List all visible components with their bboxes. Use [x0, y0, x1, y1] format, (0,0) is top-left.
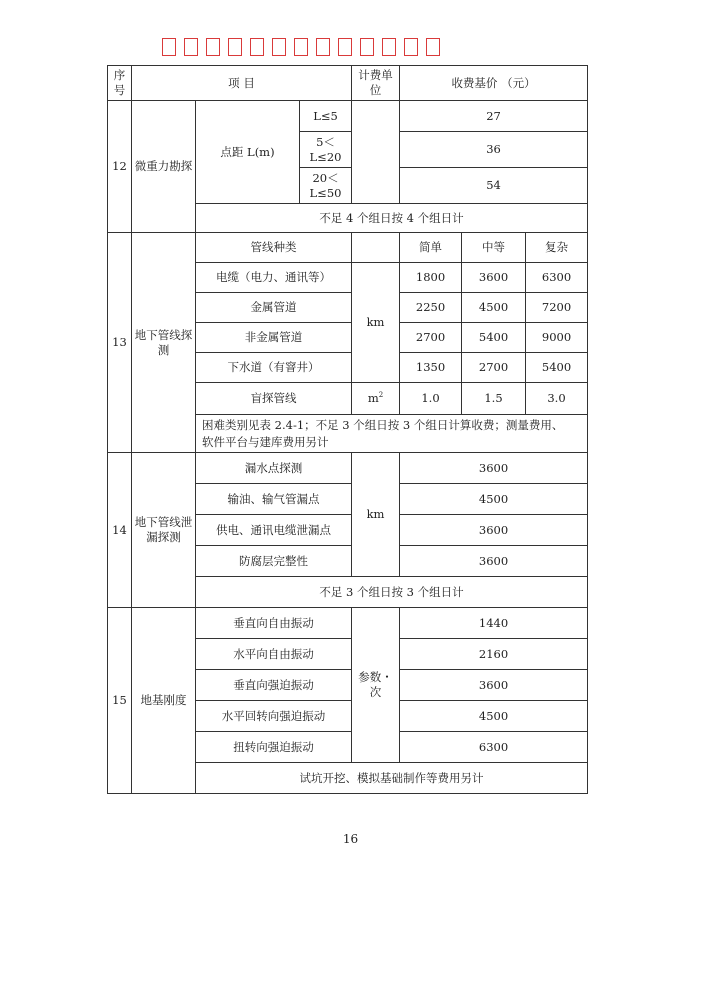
page-number: 16	[342, 832, 359, 846]
table-row	[108, 453, 588, 484]
pipe-kind: 盲探管线	[196, 383, 352, 415]
column-simple: 简单	[400, 233, 462, 263]
fee-table	[107, 65, 588, 794]
red-box	[162, 38, 176, 56]
red-box	[316, 38, 330, 56]
vibration-kind: 水平向自由振动	[196, 639, 352, 670]
unit-superscript: 2	[378, 391, 384, 400]
price-cell: 4500	[400, 484, 588, 515]
unit-cell: 参数・次	[352, 608, 400, 763]
vibration-kind: 垂直向强迫振动	[196, 670, 352, 701]
vibration-kind: 垂直向自由振动	[196, 608, 352, 639]
unit-cell: km	[352, 453, 400, 577]
red-box	[206, 38, 220, 56]
leak-kind: 供电、通讯电缆泄漏点	[196, 515, 352, 546]
table-row	[108, 608, 588, 639]
leak-kind: 输油、输气管漏点	[196, 484, 352, 515]
column-complex: 复杂	[526, 233, 588, 263]
price-medium: 3600	[462, 263, 526, 293]
red-box	[338, 38, 352, 56]
table-header-row	[108, 66, 588, 101]
red-box	[404, 38, 418, 56]
price-cell: 27	[400, 101, 588, 132]
row-number: 14	[108, 453, 132, 608]
pipe-kind: 下水道（有窨井）	[196, 353, 352, 383]
unit-cell	[352, 233, 400, 263]
note-cell	[196, 415, 588, 453]
price-simple: 1350	[400, 353, 462, 383]
unit-base: m	[367, 391, 379, 406]
table-row	[108, 101, 588, 132]
note-line: 软件平台与建库费用另计	[202, 434, 329, 449]
price-medium: 4500	[462, 293, 526, 323]
price-cell: 3600	[400, 453, 588, 484]
price-simple: 1800	[400, 263, 462, 293]
red-box	[184, 38, 198, 56]
price-complex: 3.0	[526, 383, 588, 415]
red-header-boxes	[162, 38, 440, 56]
red-box	[360, 38, 374, 56]
row-number: 12	[108, 101, 132, 233]
item-name: 地基刚度	[132, 608, 196, 794]
price-medium: 1.5	[462, 383, 526, 415]
unit-cell	[352, 383, 400, 415]
red-box	[250, 38, 264, 56]
column-kind: 管线种类	[196, 233, 352, 263]
price-complex: 9000	[526, 323, 588, 353]
item-name: 微重力勘探	[132, 101, 196, 233]
price-simple: 2700	[400, 323, 462, 353]
unit-cell: km	[352, 263, 400, 383]
vibration-kind: 扭转向强迫振动	[196, 732, 352, 763]
header-seq: 序号	[108, 66, 132, 101]
header-price: 收费基价 （元）	[400, 66, 588, 101]
price-simple: 2250	[400, 293, 462, 323]
price-cell: 3600	[400, 546, 588, 577]
leak-kind: 防腐层完整性	[196, 546, 352, 577]
vibration-kind: 水平回转向强迫振动	[196, 701, 352, 732]
red-box	[228, 38, 242, 56]
column-medium: 中等	[462, 233, 526, 263]
price-cell: 2160	[400, 639, 588, 670]
price-cell: 54	[400, 168, 588, 204]
red-box	[272, 38, 286, 56]
price-complex: 5400	[526, 353, 588, 383]
item-name: 地下管线泄漏探测	[132, 453, 196, 608]
row-number: 15	[108, 608, 132, 794]
price-cell: 1440	[400, 608, 588, 639]
leak-kind: 漏水点探测	[196, 453, 352, 484]
price-complex: 7200	[526, 293, 588, 323]
price-medium: 2700	[462, 353, 526, 383]
item-name: 地下管线探测	[132, 233, 196, 453]
note-cell: 不足 4 个组日按 4 个组日计	[196, 204, 588, 233]
range-cell: 20＜L≤50	[300, 168, 352, 204]
header-unit: 计费单位	[352, 66, 400, 101]
range-cell: L≤5	[300, 101, 352, 132]
note-cell: 不足 3 个组日按 3 个组日计	[196, 577, 588, 608]
price-cell: 6300	[400, 732, 588, 763]
range-cell: 5＜L≤20	[300, 132, 352, 168]
price-complex: 6300	[526, 263, 588, 293]
note-cell: 试坑开挖、模拟基础制作等费用另计	[196, 763, 588, 794]
sub-item: 点距 L(m)	[196, 101, 300, 204]
price-cell: 3600	[400, 670, 588, 701]
price-medium: 5400	[462, 323, 526, 353]
red-box	[382, 38, 396, 56]
header-item: 项 目	[132, 66, 352, 101]
row-number: 13	[108, 233, 132, 453]
price-simple: 1.0	[400, 383, 462, 415]
table-row	[108, 233, 588, 263]
price-cell: 4500	[400, 701, 588, 732]
pipe-kind: 电缆（电力、通讯等）	[196, 263, 352, 293]
red-box	[294, 38, 308, 56]
pipe-kind: 金属管道	[196, 293, 352, 323]
price-cell: 3600	[400, 515, 588, 546]
red-box	[426, 38, 440, 56]
price-cell: 36	[400, 132, 588, 168]
note-line: 困难类别见表 2.4-1；不足 3 个组日按 3 个组日计算收费；测量费用、	[202, 418, 564, 432]
unit-cell	[352, 101, 400, 204]
pipe-kind: 非金属管道	[196, 323, 352, 353]
